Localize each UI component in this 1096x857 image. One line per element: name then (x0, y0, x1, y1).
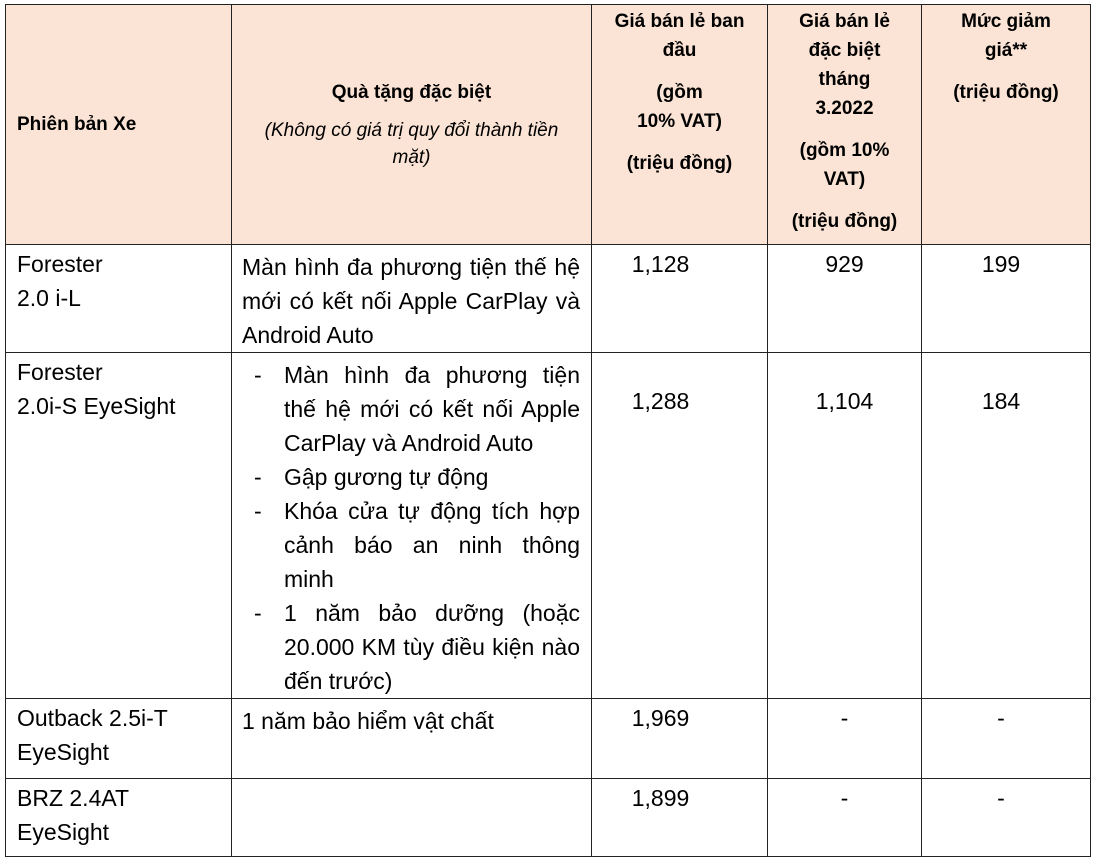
original-price-cell: 1,899 (592, 779, 768, 857)
header-discount-unit: (triệu đồng) (953, 82, 1059, 103)
header-discount (922, 5, 1091, 245)
version-name: Forester (17, 359, 103, 385)
header-special-price-vat: (gồm 10% VAT) (799, 140, 890, 190)
header-gift-note: (Không có giá trị quy đổi thành tiền mặt) (264, 120, 559, 168)
price-table (5, 4, 1091, 857)
special-price-cell: 1,104 (768, 353, 922, 699)
gift-cell (232, 779, 592, 857)
table-row (6, 245, 1091, 353)
special-price-cell: 929 (768, 245, 922, 353)
version-cell (6, 353, 232, 699)
header-original-price-unit: (triệu đồng) (626, 153, 733, 174)
discount-cell: - (922, 779, 1091, 857)
gift-list (242, 358, 580, 698)
header-discount-label: Mức giảm giá** (961, 11, 1051, 61)
version-cell (6, 779, 232, 857)
gift-cell (232, 353, 592, 699)
gift-list-item: - Khóa cửa tự động tích hợp cảnh báo an ninh thông minh (242, 494, 580, 596)
header-original-price-vat: (gồm 10% VAT) (637, 82, 722, 132)
special-price-cell: - (768, 779, 922, 857)
header-row (6, 5, 1091, 245)
discount-cell: - (922, 699, 1091, 779)
version-name: Outback 2.5i-T (17, 705, 168, 731)
version-name: Forester (17, 251, 103, 277)
original-price-cell: 1,128 (592, 245, 768, 353)
version-cell (6, 699, 232, 779)
version-name: BRZ 2.4AT (17, 785, 130, 811)
header-version: Phiên bản Xe (6, 5, 232, 245)
version-cell (6, 245, 232, 353)
gift-list-item: - Màn hình đa phương tiện thế hệ mới có kết nối Apple CarPlay và Android Auto (242, 358, 580, 460)
version-trim: EyeSight (17, 819, 110, 845)
discount-cell: 184 (922, 353, 1091, 699)
version-trim: 2.0 i-L (17, 285, 81, 311)
header-gift-title: Quà tặng đặc biệt (331, 82, 492, 103)
original-price-cell: 1,969 (592, 699, 768, 779)
header-original-price (592, 5, 768, 245)
version-trim: EyeSight (17, 739, 110, 765)
header-gift (232, 5, 592, 245)
special-price-cell: - (768, 699, 922, 779)
version-trim: 2.0i-S EyeSight (17, 393, 176, 419)
header-special-price-unit: (triệu đồng) (791, 211, 898, 232)
gift-cell: 1 năm bảo hiểm vật chất (232, 699, 592, 779)
gift-cell: Màn hình đa phương tiện thế hệ mới có kết nối Apple CarPlay và Android Auto (232, 245, 592, 353)
discount-cell: 199 (922, 245, 1091, 353)
header-original-price-label: Giá bán lẻ ban đầu (614, 11, 745, 61)
table-row (6, 779, 1091, 857)
header-special-price-label: Giá bán lẻ đặc biệt tháng 3.2022 (799, 11, 890, 119)
gift-list-item: - Gập gương tự động (242, 460, 580, 494)
table-row (6, 699, 1091, 779)
gift-list-item: - 1 năm bảo dưỡng (hoặc 20.000 KM tùy điều kiện nào đến trước) (242, 596, 580, 698)
original-price-cell: 1,288 (592, 353, 768, 699)
table-row (6, 353, 1091, 699)
header-special-price (768, 5, 922, 245)
